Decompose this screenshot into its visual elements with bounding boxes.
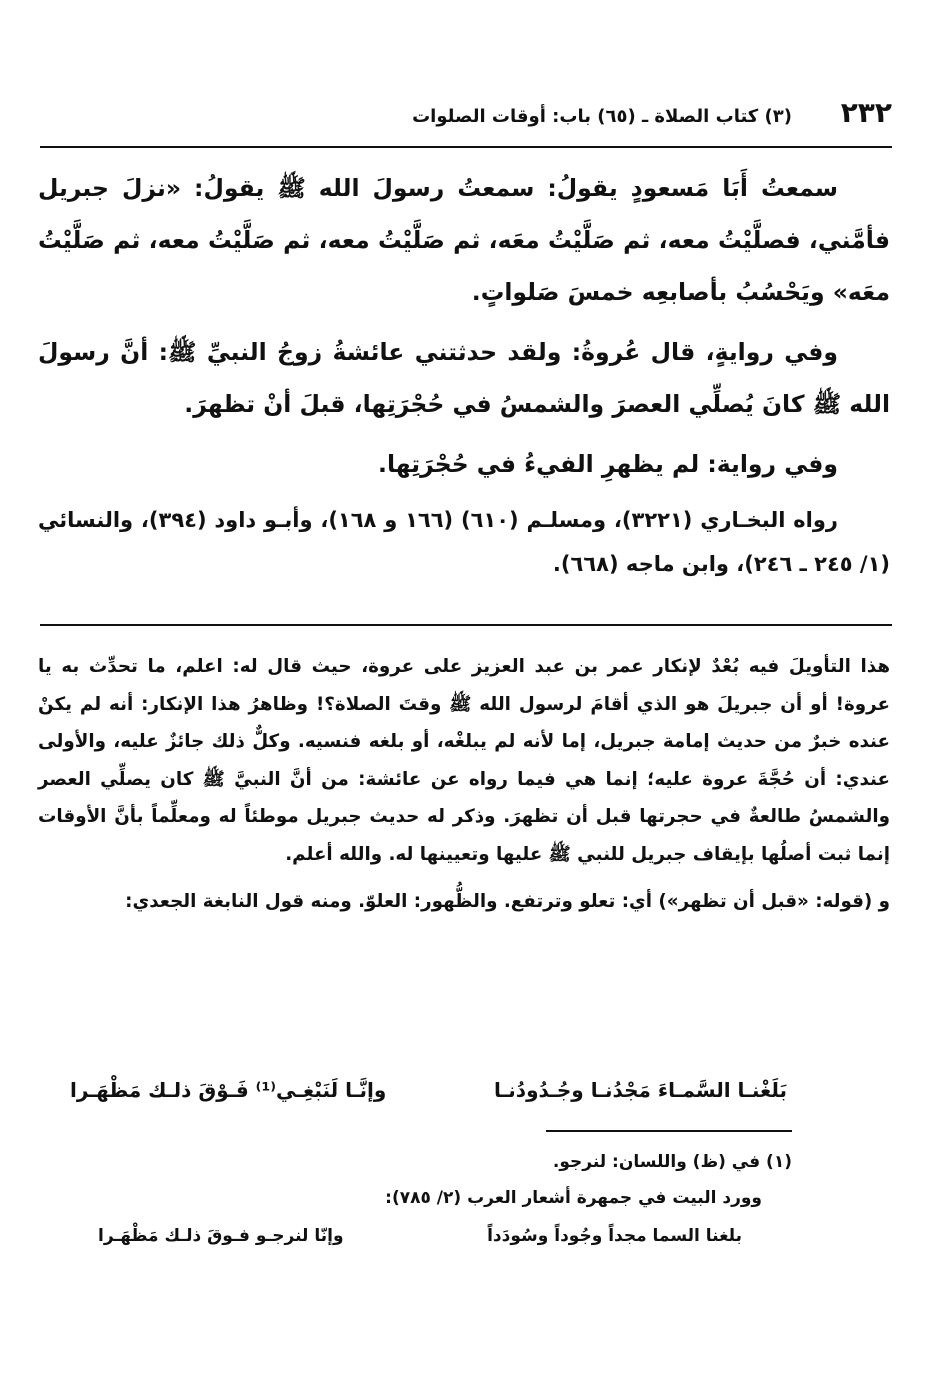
verse-first-hemistich: بَلَغْنـا السَّمـاءَ مَجْدُنـا وجُـدُودُنـا [493, 1078, 787, 1102]
source-citation: رواه البخـاري (٣٢٢١)، ومسلـم (٦١٠) (١٦٦ و ١٦٨)، وأبـو داود (٣٩٤)، والنسائي (١/ ٢٤٥ ـ ٢٤٦)، وابن ماجه (٦٦٨). [38, 508, 890, 576]
page-number: ٢٣٢ [840, 96, 892, 129]
footnote-verse-first-hemistich: بلغنا السما مجداً وجُوداً وسُودَداً [487, 1226, 742, 1246]
header-rule [40, 146, 892, 148]
commentary-paragraph: و (قوله: «قبل أن تظهر») أي: تعلو وترتفع. والظُّهور: العلوّ. ومنه قول النابغة الجعدي: [125, 891, 890, 912]
footnote-verse-second-hemistich: وإنّا لنرجـو فـوقَ ذلـك مَظْهَـرا [98, 1226, 344, 1246]
narration-paragraph: وفي رواية: لم يظهرِ الفيءُ في حُجْرَتِها. [378, 450, 838, 478]
narration-paragraph: وفي روايةٍ، قال عُروةُ: ولقد حدثتني عائشةُ زوجُ النبيِّ ﷺ: أنَّ رسولَ الله ﷺ كانَ يُصلِّي العصرَ والشمسُ في حُجْرَتِها، قبلَ أنْ تظهرَ. [38, 338, 890, 418]
hadith-paragraph: سمعتُ أَبَا مَسعودٍ يقولُ: سمعتُ رسولَ الله ﷺ يقولُ: «نزلَ جبريل فأمَّني، فصلَّيْتُ معه، ثم صَلَّيْتُ معَه، ثم صَلَّيْتُ معه، ثم صَلَّيْتُ معه، ثم صَلَّيْتُ معَه» ويَحْسُبُ بأصابعِه خمسَ صَلواتٍ. [38, 174, 890, 306]
footnote-rule [546, 1130, 792, 1132]
footnote-note: وورد البيت في جمهرة أشعار العرب (٢/ ٧٨٥): [385, 1188, 762, 1208]
commentary-paragraph: هذا التأويلَ فيه بُعْدٌ لإنكار عمر بن عبد العزيز على عروة، حيث قال له: اعلم، ما تحدِّث به يا عروة! أو أن جبريلَ هو الذي أقامَ لرسول الله ﷺ وقتَ الصلاة؟! وظاهرُ هذا الإنكار: أنه لم يكنْ عنده خبرٌ من حديث إمامة جبريل، إما لأنه لم يبلغْه، أو بلغه فنسيه. وكلٌّ ذلك جائزٌ عليه، والأولى عندي: أن حُجَّةَ عروة عليه؛ إنما هي فيما رواه عن عائشة: من أنَّ النبيَّ ﷺ كان يصلِّي العصر والشمسُ طالعةٌ في حجرتها قبل أن تظهرَ. وذكر له حديث جبريل موطئاً له ومعلِّماً بأنَّ الأوقات إنما ثبت أصلُها بإيقاف جبريل للنبي ﷺ عليها وتعيينها له. والله أعلم. [38, 656, 890, 865]
section-rule [40, 624, 892, 626]
running-head: (٣) كتاب الصلاة ـ (٦٥) باب: أوقات الصلوات [412, 106, 792, 127]
footnote-verse [98, 1226, 742, 1262]
page-header [40, 96, 892, 138]
commentary [38, 648, 890, 931]
verse-second-hemistich: وإنَّـا لَنَبْغِـي⁽¹⁾ فَـوْقَ ذلـك مَظْهَـرا [70, 1078, 387, 1102]
hadith-text [38, 162, 890, 594]
footnotes [40, 1144, 792, 1216]
poetry-verse [70, 1078, 787, 1118]
footnote-1: (١) في (ظ) واللسان: لنرجو. [552, 1152, 792, 1172]
